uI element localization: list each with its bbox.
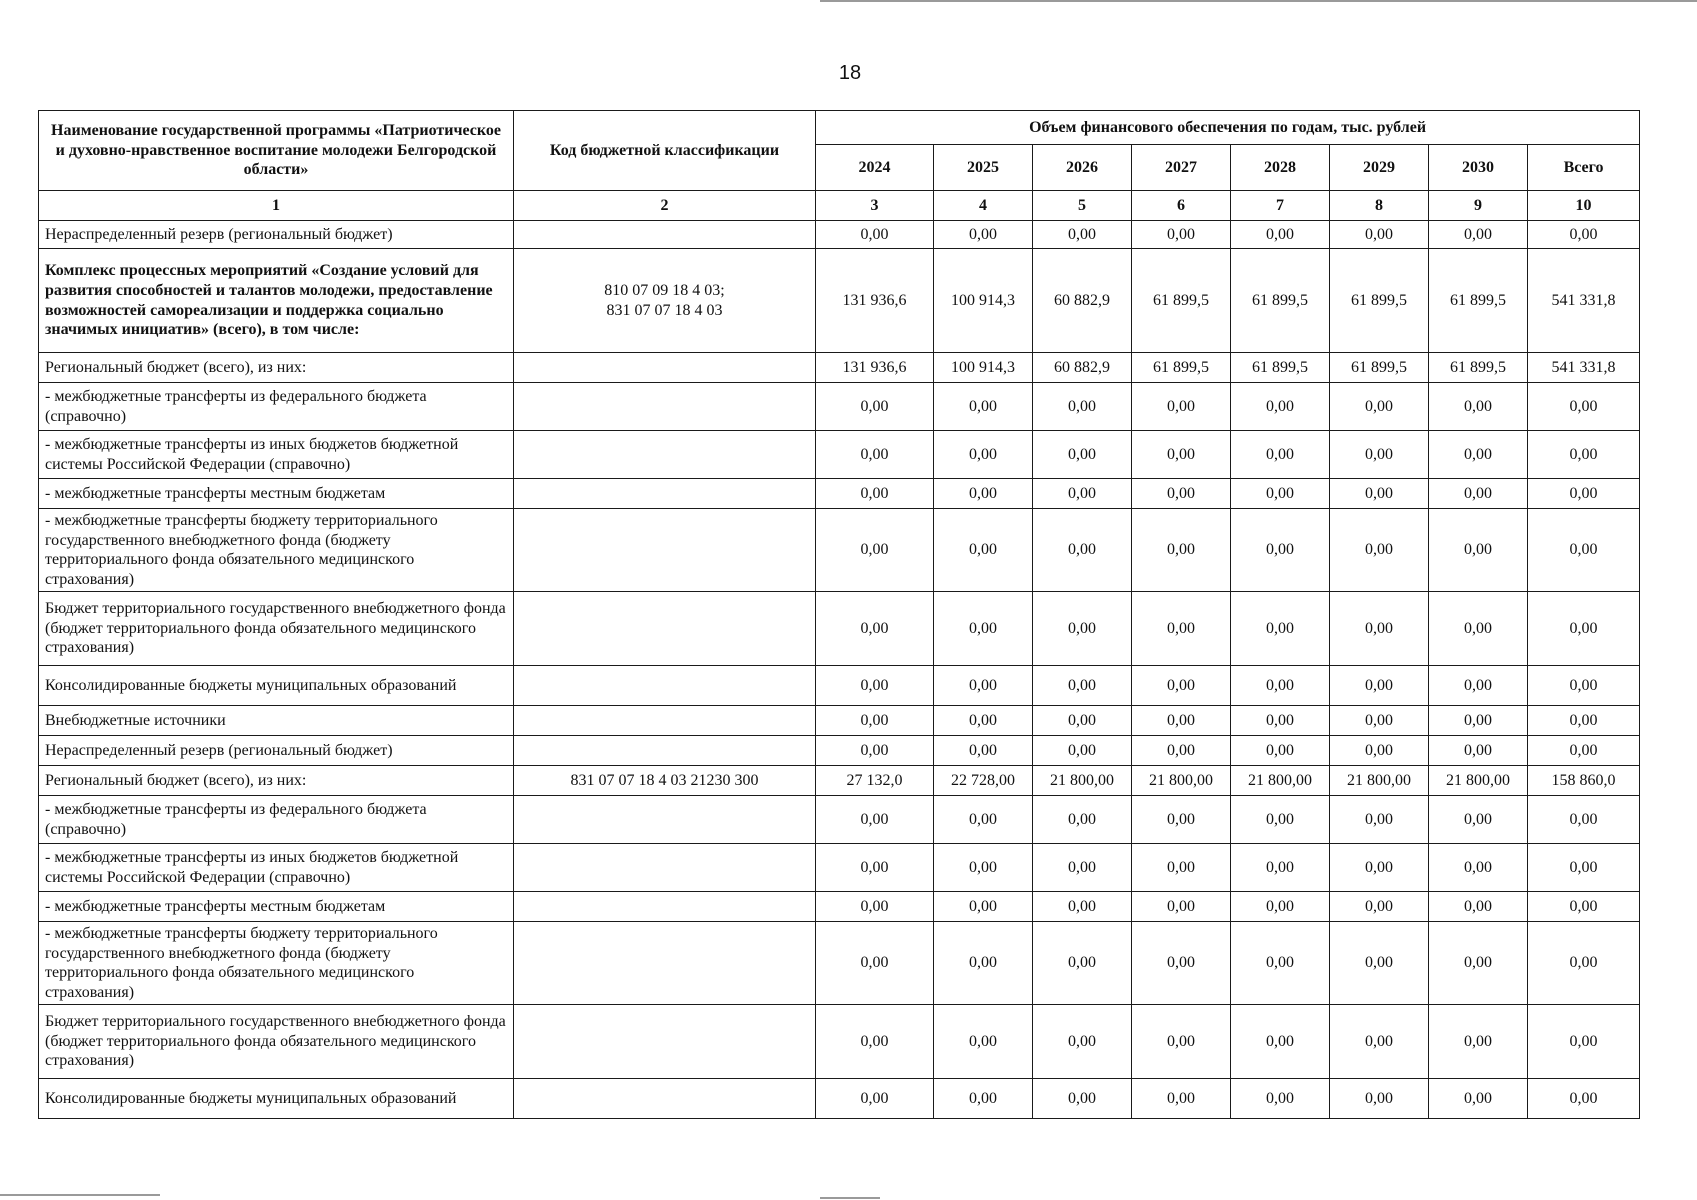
row-year-value: 0,00	[816, 431, 934, 479]
row-year-value: 0,00	[934, 509, 1033, 592]
column-number: 2	[514, 191, 816, 221]
row-year-value: 0,00	[934, 592, 1033, 666]
table-row	[39, 1079, 1640, 1119]
column-number: 9	[1429, 191, 1528, 221]
row-year-value: 0,00	[1132, 221, 1231, 249]
row-year-value: 0,00	[1330, 431, 1429, 479]
row-year-value: 0,00	[1330, 592, 1429, 666]
row-total-value: 0,00	[1528, 1079, 1640, 1119]
row-budget-code	[514, 592, 816, 666]
row-year-value: 0,00	[816, 844, 934, 892]
row-year-value: 0,00	[1231, 592, 1330, 666]
row-budget-code	[514, 736, 816, 766]
row-year-value: 0,00	[934, 844, 1033, 892]
row-year-value: 100 914,3	[934, 353, 1033, 383]
row-year-value: 21 800,00	[1132, 766, 1231, 796]
scan-edge-bottom-left	[0, 1194, 160, 1196]
row-year-value: 0,00	[816, 221, 934, 249]
row-year-value: 0,00	[1429, 706, 1528, 736]
row-label: - межбюджетные трансферты из федерального бюджета (справочно)	[39, 383, 514, 431]
column-number: 8	[1330, 191, 1429, 221]
row-total-value: 0,00	[1528, 221, 1640, 249]
row-year-value: 0,00	[934, 1005, 1033, 1079]
row-year-value: 0,00	[1429, 431, 1528, 479]
row-year-value: 0,00	[1132, 592, 1231, 666]
row-label: - межбюджетные трансферты местным бюджетам	[39, 892, 514, 922]
row-year-value: 22 728,00	[934, 766, 1033, 796]
row-year-value: 0,00	[1231, 221, 1330, 249]
row-year-value: 0,00	[1033, 892, 1132, 922]
row-label: Региональный бюджет (всего), из них:	[39, 353, 514, 383]
row-year-value: 0,00	[1132, 479, 1231, 509]
row-label: Бюджет территориального государственного внебюджетного фонда (бюджет территориального фонда обязательного медицинского страхования)	[39, 592, 514, 666]
row-year-value: 0,00	[1231, 844, 1330, 892]
row-label: - межбюджетные трансферты местным бюджетам	[39, 479, 514, 509]
row-budget-code: 810 07 09 18 4 03; 831 07 07 18 4 03	[514, 249, 816, 353]
column-number: 7	[1231, 191, 1330, 221]
scan-edge-top	[820, 0, 1697, 2]
row-year-value: 0,00	[1429, 736, 1528, 766]
row-total-value: 541 331,8	[1528, 353, 1640, 383]
row-year-value: 0,00	[1033, 844, 1132, 892]
row-year-value: 0,00	[1330, 844, 1429, 892]
row-year-value: 0,00	[816, 479, 934, 509]
row-year-value: 0,00	[1033, 922, 1132, 1005]
table-row	[39, 922, 1640, 1005]
column-number: 6	[1132, 191, 1231, 221]
row-label: Бюджет территориального государственного внебюджетного фонда (бюджет территориального фонда обязательного медицинского страхования)	[39, 1005, 514, 1079]
row-total-value: 0,00	[1528, 892, 1640, 922]
row-year-value: 60 882,9	[1033, 249, 1132, 353]
row-budget-code	[514, 706, 816, 736]
row-year-value: 0,00	[1132, 1079, 1231, 1119]
row-year-value: 0,00	[934, 736, 1033, 766]
row-year-value: 0,00	[1330, 736, 1429, 766]
row-year-value: 0,00	[934, 383, 1033, 431]
row-year-value: 0,00	[1132, 796, 1231, 844]
row-year-value: 0,00	[816, 383, 934, 431]
row-year-value: 0,00	[1429, 844, 1528, 892]
column-number: 4	[934, 191, 1033, 221]
row-label: Консолидированные бюджеты муниципальных образований	[39, 666, 514, 706]
row-total-value: 0,00	[1528, 844, 1640, 892]
column-number: 3	[816, 191, 934, 221]
row-year-value: 61 899,5	[1132, 249, 1231, 353]
row-year-value: 27 132,0	[816, 766, 934, 796]
row-budget-code	[514, 383, 816, 431]
header-budget-code: Код бюджетной классификации	[514, 111, 816, 191]
row-year-value: 0,00	[934, 666, 1033, 706]
row-year-value: 0,00	[1429, 666, 1528, 706]
row-year-value: 61 899,5	[1231, 353, 1330, 383]
row-year-value: 0,00	[934, 221, 1033, 249]
row-year-value: 100 914,3	[934, 249, 1033, 353]
row-total-value: 0,00	[1528, 383, 1640, 431]
row-year-value: 0,00	[1033, 1079, 1132, 1119]
row-year-value: 0,00	[1033, 666, 1132, 706]
row-year-value: 0,00	[1330, 1079, 1429, 1119]
row-year-value: 0,00	[934, 1079, 1033, 1119]
row-total-value: 0,00	[1528, 431, 1640, 479]
row-year-value: 0,00	[1429, 892, 1528, 922]
row-year-value: 0,00	[1231, 796, 1330, 844]
table-row	[39, 431, 1640, 479]
table-row	[39, 706, 1640, 736]
row-year-value: 0,00	[1132, 431, 1231, 479]
row-year-value: 0,00	[1033, 221, 1132, 249]
row-year-value: 0,00	[1231, 509, 1330, 592]
row-year-value: 0,00	[1231, 922, 1330, 1005]
row-year-value: 0,00	[1429, 479, 1528, 509]
row-year-value: 0,00	[1033, 383, 1132, 431]
row-budget-code	[514, 509, 816, 592]
row-year-value: 0,00	[1132, 844, 1231, 892]
row-year-value: 0,00	[1132, 666, 1231, 706]
table-row	[39, 766, 1640, 796]
row-year-value: 0,00	[1330, 479, 1429, 509]
row-year-value: 131 936,6	[816, 353, 934, 383]
row-budget-code	[514, 796, 816, 844]
row-year-value: 0,00	[816, 666, 934, 706]
header-year-2028: 2028	[1231, 145, 1330, 191]
row-year-value: 0,00	[1033, 592, 1132, 666]
table-row	[39, 249, 1640, 353]
header-year-2027: 2027	[1132, 145, 1231, 191]
row-year-value: 61 899,5	[1429, 249, 1528, 353]
row-year-value: 0,00	[1033, 431, 1132, 479]
row-year-value: 0,00	[1132, 892, 1231, 922]
table-row	[39, 221, 1640, 249]
column-number: 10	[1528, 191, 1640, 221]
row-budget-code	[514, 892, 816, 922]
row-label: - межбюджетные трансферты из федерального бюджета (справочно)	[39, 796, 514, 844]
row-budget-code	[514, 479, 816, 509]
row-year-value: 0,00	[816, 736, 934, 766]
row-budget-code	[514, 221, 816, 249]
table-row	[39, 844, 1640, 892]
row-year-value: 21 800,00	[1330, 766, 1429, 796]
row-year-value: 0,00	[816, 706, 934, 736]
row-total-value: 0,00	[1528, 479, 1640, 509]
row-budget-code	[514, 666, 816, 706]
row-year-value: 0,00	[816, 1079, 934, 1119]
row-year-value: 0,00	[1132, 509, 1231, 592]
row-year-value: 0,00	[1231, 666, 1330, 706]
table-row	[39, 736, 1640, 766]
row-year-value: 0,00	[934, 479, 1033, 509]
row-total-value: 0,00	[1528, 666, 1640, 706]
row-label: - межбюджетные трансферты из иных бюджетов бюджетной системы Российской Федерации (справочно)	[39, 844, 514, 892]
header-funding-volume: Объем финансового обеспечения по годам, тыс. рублей	[816, 111, 1640, 145]
row-year-value: 61 899,5	[1330, 353, 1429, 383]
row-year-value: 0,00	[816, 509, 934, 592]
row-label: - межбюджетные трансферты бюджету территориального государственного внебюджетного фонда (бюджету территориального фонда обязательного медицинского страхования)	[39, 922, 514, 1005]
row-year-value: 0,00	[1330, 509, 1429, 592]
row-total-value: 0,00	[1528, 922, 1640, 1005]
table-row	[39, 592, 1640, 666]
scan-edge-bottom-mid	[820, 1197, 880, 1199]
row-year-value: 0,00	[1330, 892, 1429, 922]
row-year-value: 0,00	[1231, 736, 1330, 766]
row-year-value: 0,00	[1330, 1005, 1429, 1079]
header-year-2030: 2030	[1429, 145, 1528, 191]
table-row	[39, 666, 1640, 706]
row-label: - межбюджетные трансферты бюджету территориального государственного внебюджетного фонда (бюджету территориального фонда обязательного медицинского страхования)	[39, 509, 514, 592]
row-year-value: 0,00	[934, 892, 1033, 922]
row-year-value: 0,00	[1132, 1005, 1231, 1079]
row-budget-code	[514, 1005, 816, 1079]
table-row	[39, 479, 1640, 509]
row-year-value: 0,00	[1231, 1079, 1330, 1119]
row-total-value: 0,00	[1528, 706, 1640, 736]
row-year-value: 0,00	[1033, 706, 1132, 736]
table-row	[39, 796, 1640, 844]
row-total-value: 0,00	[1528, 509, 1640, 592]
row-year-value: 0,00	[816, 796, 934, 844]
row-year-value: 0,00	[1330, 666, 1429, 706]
row-budget-code	[514, 844, 816, 892]
row-budget-code	[514, 922, 816, 1005]
header-year-2029: 2029	[1330, 145, 1429, 191]
row-year-value: 0,00	[1429, 221, 1528, 249]
row-year-value: 0,00	[816, 922, 934, 1005]
row-year-value: 0,00	[1132, 922, 1231, 1005]
row-year-value: 0,00	[1231, 431, 1330, 479]
row-year-value: 0,00	[1429, 1079, 1528, 1119]
column-number: 5	[1033, 191, 1132, 221]
row-year-value: 0,00	[1231, 383, 1330, 431]
row-budget-code	[514, 1079, 816, 1119]
row-year-value: 0,00	[1429, 1005, 1528, 1079]
row-total-value: 158 860,0	[1528, 766, 1640, 796]
row-year-value: 0,00	[816, 1005, 934, 1079]
row-label: - межбюджетные трансферты из иных бюджетов бюджетной системы Российской Федерации (справочно)	[39, 431, 514, 479]
row-year-value: 0,00	[934, 796, 1033, 844]
table-body	[39, 221, 1640, 1119]
row-label: Нераспределенный резерв (региональный бюджет)	[39, 221, 514, 249]
table-row	[39, 892, 1640, 922]
row-year-value: 0,00	[1231, 1005, 1330, 1079]
row-year-value: 0,00	[934, 706, 1033, 736]
table-row	[39, 1005, 1640, 1079]
table-row	[39, 383, 1640, 431]
table-row	[39, 353, 1640, 383]
row-year-value: 0,00	[1330, 221, 1429, 249]
row-year-value: 21 800,00	[1231, 766, 1330, 796]
row-year-value: 0,00	[816, 592, 934, 666]
row-year-value: 0,00	[1132, 706, 1231, 736]
row-year-value: 0,00	[1330, 796, 1429, 844]
row-year-value: 61 899,5	[1429, 353, 1528, 383]
header-year-2026: 2026	[1033, 145, 1132, 191]
row-total-value: 541 331,8	[1528, 249, 1640, 353]
column-number: 1	[39, 191, 514, 221]
row-year-value: 0,00	[1033, 479, 1132, 509]
row-year-value: 0,00	[1231, 479, 1330, 509]
row-year-value: 0,00	[1033, 1005, 1132, 1079]
row-year-value: 131 936,6	[816, 249, 934, 353]
header-year-2024: 2024	[816, 145, 934, 191]
table-row	[39, 509, 1640, 592]
row-year-value: 0,00	[934, 431, 1033, 479]
row-label: Нераспределенный резерв (региональный бюджет)	[39, 736, 514, 766]
row-budget-code: 831 07 07 18 4 03 21230 300	[514, 766, 816, 796]
header-program-name: Наименование государственной программы «Патриотическое и духовно-нравственное воспитание молодежи Белгородской области»	[39, 111, 514, 191]
row-year-value: 0,00	[1429, 922, 1528, 1005]
row-year-value: 0,00	[1429, 592, 1528, 666]
row-year-value: 0,00	[1330, 706, 1429, 736]
row-year-value: 61 899,5	[1132, 353, 1231, 383]
header-year-2025: 2025	[934, 145, 1033, 191]
row-year-value: 21 800,00	[1429, 766, 1528, 796]
row-year-value: 0,00	[934, 922, 1033, 1005]
row-label: Консолидированные бюджеты муниципальных образований	[39, 1079, 514, 1119]
row-year-value: 60 882,9	[1033, 353, 1132, 383]
row-budget-code	[514, 431, 816, 479]
row-total-value: 0,00	[1528, 796, 1640, 844]
row-year-value: 61 899,5	[1330, 249, 1429, 353]
row-year-value: 0,00	[1231, 706, 1330, 736]
row-budget-code	[514, 353, 816, 383]
row-year-value: 0,00	[1033, 736, 1132, 766]
column-number-row	[39, 191, 1640, 221]
row-label: Внебюджетные источники	[39, 706, 514, 736]
funding-table	[38, 110, 1640, 1119]
page-number: 18	[838, 62, 862, 84]
row-total-value: 0,00	[1528, 736, 1640, 766]
row-year-value: 21 800,00	[1033, 766, 1132, 796]
row-year-value: 0,00	[1132, 736, 1231, 766]
header-total: Всего	[1528, 145, 1640, 191]
row-year-value: 61 899,5	[1231, 249, 1330, 353]
row-year-value: 0,00	[1033, 796, 1132, 844]
row-year-value: 0,00	[1429, 509, 1528, 592]
row-year-value: 0,00	[1231, 892, 1330, 922]
row-label: Комплекс процессных мероприятий «Создание условий для развития способностей и талантов молодежи, предоставление возможностей самореализации и поддержка социально значимых инициатив» (всего), в том числе:	[39, 249, 514, 353]
row-year-value: 0,00	[1330, 922, 1429, 1005]
row-total-value: 0,00	[1528, 592, 1640, 666]
row-total-value: 0,00	[1528, 1005, 1640, 1079]
row-year-value: 0,00	[1330, 383, 1429, 431]
row-label: Региональный бюджет (всего), из них:	[39, 766, 514, 796]
row-year-value: 0,00	[816, 892, 934, 922]
row-year-value: 0,00	[1429, 383, 1528, 431]
row-year-value: 0,00	[1429, 796, 1528, 844]
row-year-value: 0,00	[1132, 383, 1231, 431]
row-year-value: 0,00	[1033, 509, 1132, 592]
